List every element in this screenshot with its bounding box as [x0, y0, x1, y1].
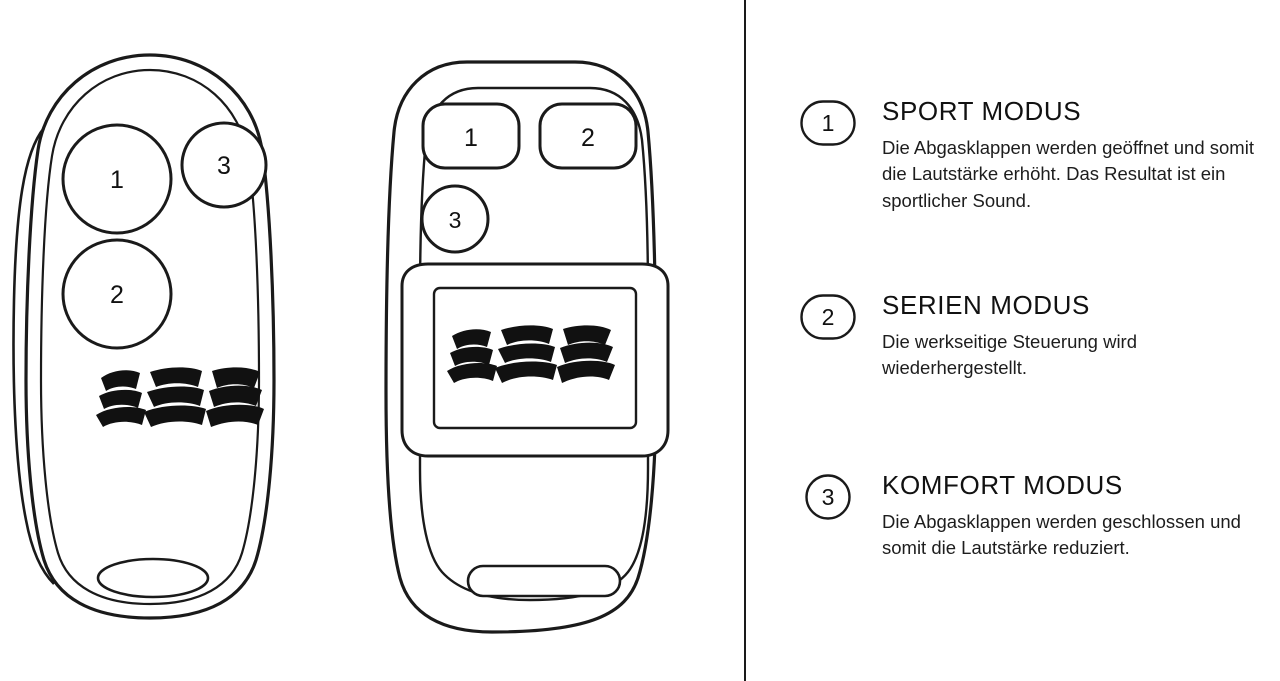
- legend-text-sport: [882, 96, 1260, 214]
- remote-b-button-1-label: 1: [464, 124, 478, 152]
- legend-desc-serien: Die werkseitige Steuerung wird wiederhergestellt.: [882, 331, 1138, 379]
- legend-text-komfort: [882, 470, 1260, 562]
- badge-2: [800, 294, 856, 340]
- legend-panel: [744, 0, 1280, 681]
- badge-1: [800, 100, 856, 146]
- legend-desc-komfort: Die Abgasklappen werden geschlossen und somit die Lautstärke reduziert.: [882, 511, 1241, 559]
- legend-item-komfort: [800, 470, 1260, 562]
- legend-text-serien: [882, 290, 1260, 382]
- remote-a-button-1-label: 1: [110, 166, 124, 194]
- remote-b-logo-asr: [447, 325, 615, 383]
- legend-title-sport: SPORT MODUS: [882, 96, 1082, 126]
- remote-b-button-3-label: 3: [448, 207, 462, 233]
- legend-item-sport: [800, 96, 1260, 214]
- remote-b-button-2-label: 2: [581, 124, 595, 152]
- legend-desc-sport: Die Abgasklappen werden geöffnet und somit die Lautstärke erhöht. Das Resultat ist ein sportlicher Sound.: [882, 137, 1254, 211]
- remote-a-button-2-label: 2: [110, 281, 124, 309]
- legend-title-komfort: KOMFORT MODUS: [882, 470, 1123, 500]
- badge-2-number: 2: [821, 303, 835, 330]
- badge-1-number: 1: [821, 109, 835, 136]
- remote-a-button-3-label: 3: [217, 152, 231, 180]
- remote-a-logo-asr: [96, 367, 264, 427]
- legend-title-serien: SERIEN MODUS: [882, 290, 1091, 320]
- legend-item-serien: [800, 290, 1260, 382]
- badge-3-number: 3: [821, 483, 835, 510]
- badge-3: [800, 474, 856, 520]
- remote-b-lanyard-slot: [468, 566, 620, 596]
